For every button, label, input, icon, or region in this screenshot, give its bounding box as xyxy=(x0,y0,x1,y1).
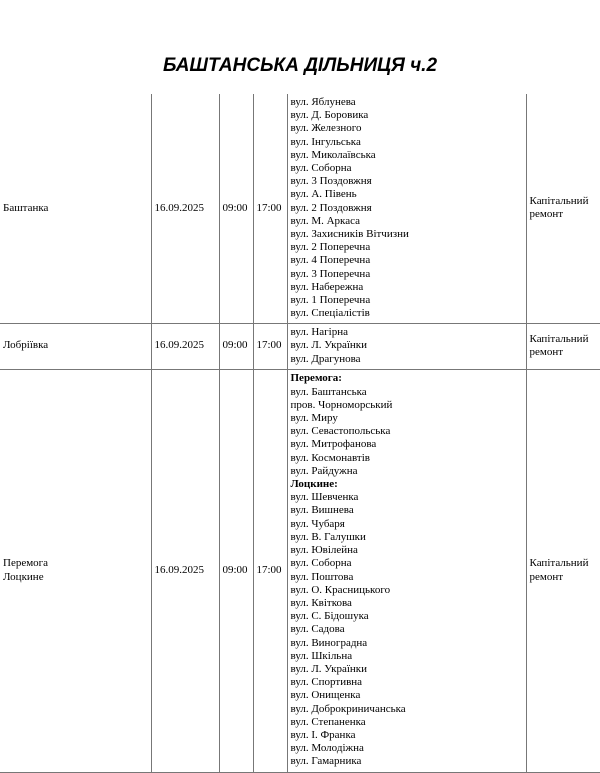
street-name: вул. Баштанська xyxy=(290,385,367,398)
street-name: вул. Поштова xyxy=(290,570,354,583)
street-name: вул. Квіткова xyxy=(290,596,352,609)
street-name: вул. Космонавтів xyxy=(290,451,370,464)
streets-cell xyxy=(287,94,526,323)
street-name: вул. С. Бідошука xyxy=(290,610,369,623)
street-name: вул. Нагірна xyxy=(290,326,348,339)
street-name: вул. 3 Поздовжня xyxy=(290,175,372,188)
street-name: вул. Вишнева xyxy=(290,504,354,517)
street-group-heading: Лоцкине: xyxy=(290,478,338,491)
table-row xyxy=(0,94,600,323)
street-name: вул. Доброкриничанська xyxy=(290,702,406,715)
street-name: вул. 2 Поздовжня xyxy=(290,201,372,214)
work-type-cell: Капітальний ремонт xyxy=(526,369,600,772)
street-name: вул. Виноградна xyxy=(290,636,368,649)
street-name: вул. Шевченка xyxy=(290,491,359,504)
page-title: БАШТАНСЬКА ДІЛЬНИЦЯ ч.2 xyxy=(162,55,438,76)
date-cell: 16.09.2025 xyxy=(151,369,219,772)
street-name: вул. М. Аркаса xyxy=(290,214,361,227)
end-time-cell: 17:00 xyxy=(253,323,287,369)
locality-cell xyxy=(0,323,151,369)
locality-name: Лоцкине xyxy=(3,570,44,583)
street-name: вул. Шкільна xyxy=(290,649,353,662)
locality-name: Баштанка xyxy=(3,201,49,214)
start-time-cell: 09:00 xyxy=(219,94,253,323)
street-name: вул. Д. Боровика xyxy=(290,109,369,122)
street-name: вул. Спеціалістів xyxy=(290,307,370,320)
street-name: вул. 1 Поперечна xyxy=(290,294,371,307)
end-time-cell: 17:00 xyxy=(253,94,287,323)
street-name: вул. Соборна xyxy=(290,162,352,175)
street-name: вул. Миколаївська xyxy=(290,148,376,161)
street-name: вул. Соборна xyxy=(290,557,352,570)
street-name: вул. Драгунова xyxy=(290,352,361,365)
locality-cell xyxy=(0,369,151,772)
street-name: вул. Железного xyxy=(290,122,362,135)
street-name: вул. І. Франка xyxy=(290,728,356,741)
date-cell: 16.09.2025 xyxy=(151,94,219,323)
street-name: вул. 3 Поперечна xyxy=(290,267,371,280)
street-name: вул. Захисників Вітчизни xyxy=(290,228,409,241)
street-name: вул. 4 Поперечна xyxy=(290,254,371,267)
street-group-heading: Перемога: xyxy=(290,372,342,385)
street-name: вул. Набережна xyxy=(290,280,364,293)
street-name: пров. Чорноморський xyxy=(290,398,393,411)
table-row xyxy=(0,369,600,772)
street-name: вул. Садова xyxy=(290,623,345,636)
street-name: вул. Молодіжна xyxy=(290,742,364,755)
work-type-cell: Капітальний ремонт xyxy=(526,323,600,369)
locality-cell xyxy=(0,94,151,323)
outage-schedule-table xyxy=(0,94,600,773)
street-name: вул. Ювілейна xyxy=(290,544,358,557)
streets-cell xyxy=(287,369,526,772)
street-name: вул. Л. Українки xyxy=(290,339,368,352)
street-name: вул. А. Півень xyxy=(290,188,357,201)
streets-cell xyxy=(287,323,526,369)
street-name: вул. Степаненка xyxy=(290,715,366,728)
work-type-cell: Капітальний ремонт xyxy=(526,94,600,323)
street-name: вул. Райдужна xyxy=(290,464,358,477)
street-name: вул. Чубаря xyxy=(290,517,345,530)
street-name: вул. О. Красницького xyxy=(290,583,391,596)
start-time-cell: 09:00 xyxy=(219,369,253,772)
start-time-cell: 09:00 xyxy=(219,323,253,369)
end-time-cell: 17:00 xyxy=(253,369,287,772)
street-name: вул. Онищенка xyxy=(290,689,361,702)
table-row xyxy=(0,323,600,369)
street-name: вул. Гамарника xyxy=(290,755,362,768)
locality-name: Лобріївка xyxy=(3,339,49,352)
street-name: вул. Севастопольська xyxy=(290,425,391,438)
street-name: вул. 2 Поперечна xyxy=(290,241,371,254)
street-name: вул. В. Галушки xyxy=(290,530,366,543)
date-cell: 16.09.2025 xyxy=(151,323,219,369)
street-name: вул. Митрофанова xyxy=(290,438,377,451)
street-name: вул. Інгульська xyxy=(290,135,361,148)
street-name: вул. Яблунева xyxy=(290,96,356,109)
street-name: вул. Миру xyxy=(290,412,338,425)
locality-name: Перемога xyxy=(3,557,49,570)
street-name: вул. Л. Українки xyxy=(290,662,368,675)
street-name: вул. Спортивна xyxy=(290,676,363,689)
